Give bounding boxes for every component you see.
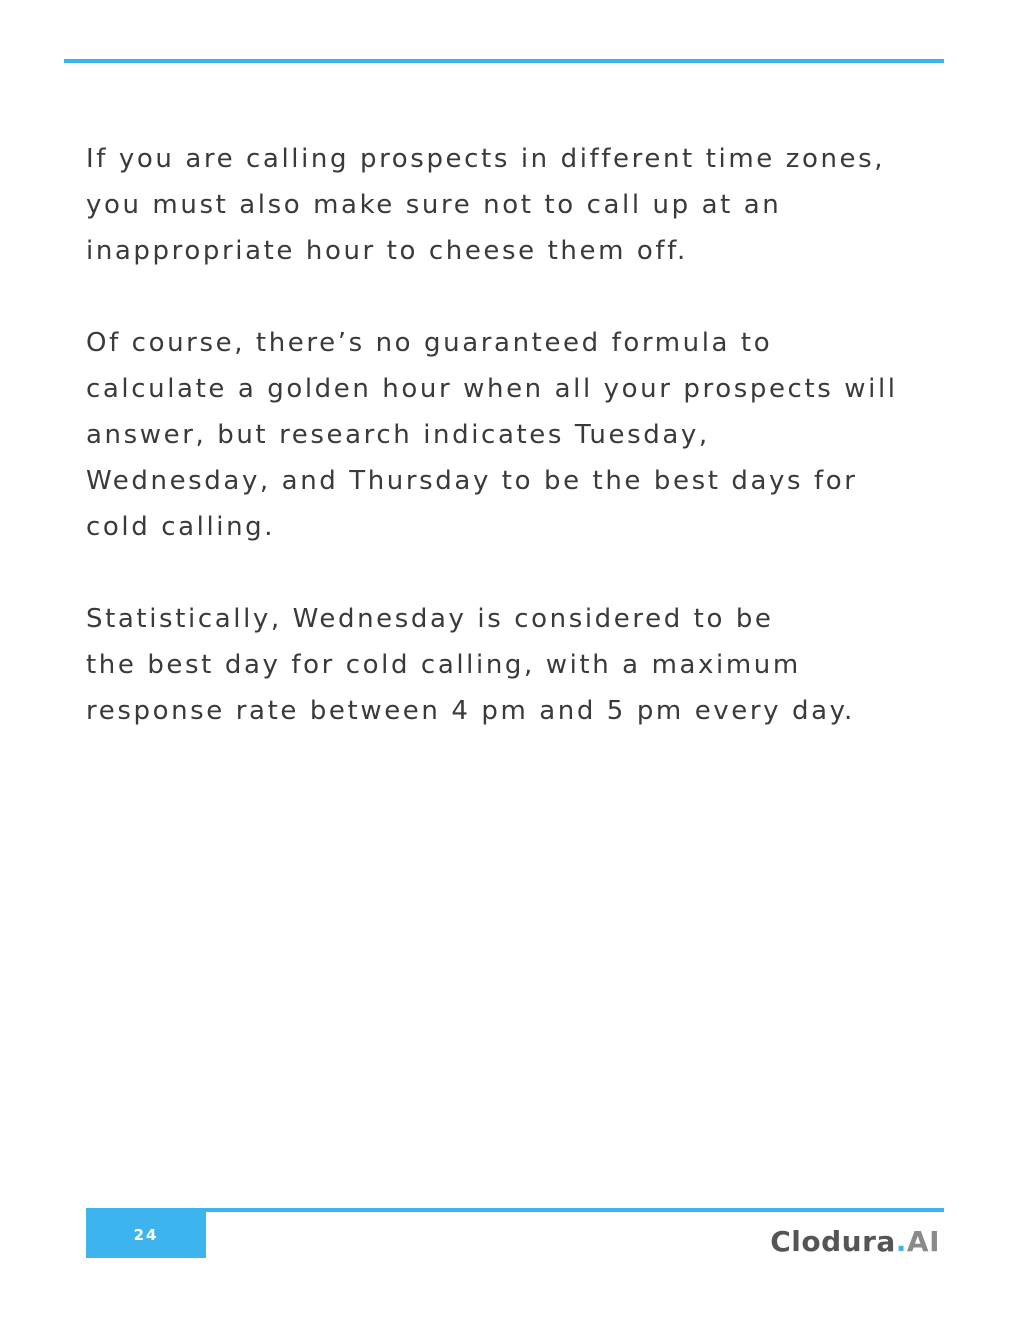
text-line: If you are calling prospects in different time zones,: [86, 144, 886, 174]
text-line: inappropriate hour to cheese them off.: [86, 236, 688, 266]
text-line: cold calling.: [86, 512, 276, 542]
logo-dot: .: [895, 1225, 907, 1258]
header-divider: [64, 59, 944, 63]
page-number: 24: [133, 1226, 159, 1244]
text-line: the best day for cold calling, with a maximum: [86, 650, 801, 680]
text-line: response rate between 4 pm and 5 pm every day.: [86, 696, 855, 726]
body-text: [86, 136, 956, 780]
paragraph-best-days: [86, 320, 956, 550]
page-number-badge: [86, 1212, 206, 1258]
logo-name: Clodura: [770, 1225, 896, 1258]
clodura-logo: [770, 1224, 940, 1260]
text-line: calculate a golden hour when all your prospects will: [86, 374, 898, 404]
text-line: Of course, there’s no guaranteed formula to: [86, 328, 773, 358]
text-line: Wednesday, and Thursday to be the best days for: [86, 466, 858, 496]
text-line: answer, but research indicates Tuesday,: [86, 420, 710, 450]
logo-suffix: AI: [906, 1225, 940, 1258]
paragraph-statistics: [86, 596, 956, 734]
paragraph-time-zones: [86, 136, 956, 274]
text-line: you must also make sure not to call up at an: [86, 190, 782, 220]
footer-divider: [86, 1208, 944, 1212]
text-line: Statistically, Wednesday is considered to be: [86, 604, 774, 634]
